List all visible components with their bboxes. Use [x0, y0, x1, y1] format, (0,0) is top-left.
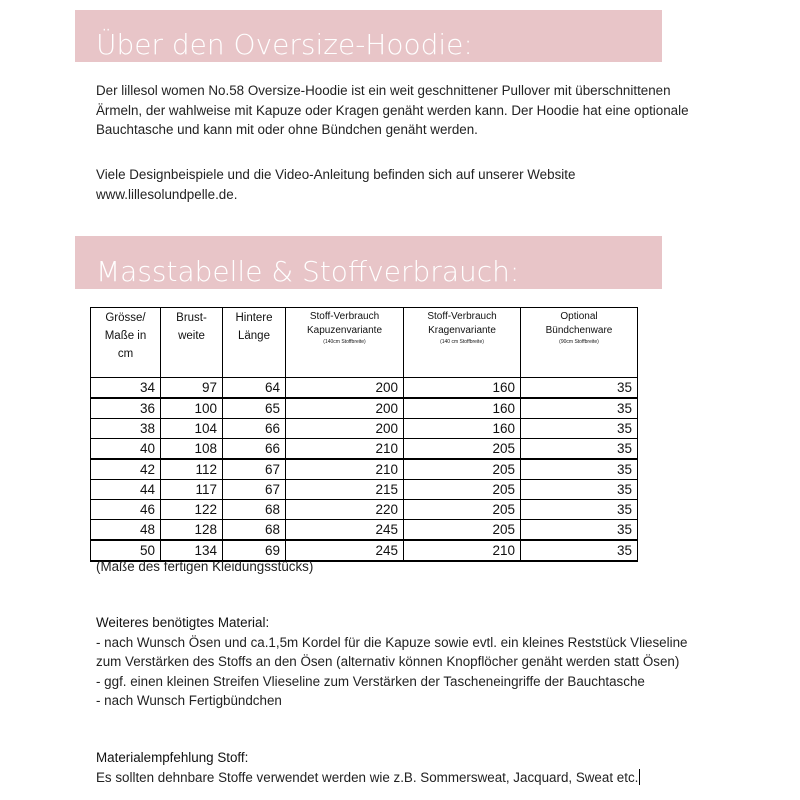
cell-size: 36 [91, 398, 161, 419]
cell-fabric-hood: 245 [286, 520, 404, 541]
intro-paragraph [96, 81, 689, 140]
cell-back-length: 68 [223, 500, 286, 520]
cell-back-length: 67 [223, 480, 286, 500]
header-fabric-collar [404, 308, 521, 378]
cell-fabric-collar: 205 [404, 439, 521, 460]
header-fabric-hood-note: (140cm Stoffbreite) [323, 339, 366, 345]
cell-size: 50 [91, 540, 161, 561]
cell-bust-width: 104 [161, 419, 223, 439]
cell-fabric-collar: 210 [404, 540, 521, 561]
table-row [91, 520, 638, 541]
header-cuff-fabric-line: Optional [560, 311, 598, 322]
fabric-heading: Materialempfehlung Stoff: [96, 750, 249, 765]
cell-fabric-collar: 160 [404, 398, 521, 419]
cell-fabric-hood: 220 [286, 500, 404, 520]
table-row [91, 439, 638, 460]
size-chart-heading: Masstabelle & Stoffverbrauch: [96, 255, 520, 288]
website-url: www.lillesolundpelle.de. [96, 186, 238, 202]
cell-bust-width: 134 [161, 540, 223, 561]
table-row [91, 500, 638, 520]
header-cuff-fabric-note: (90cm Stoffbreite) [559, 339, 599, 345]
cell-size: 46 [91, 500, 161, 520]
materials-heading: Weiteres benötigtes Material: [96, 615, 270, 630]
header-cuff-fabric-line: Bündchenware [545, 325, 613, 336]
cell-back-length: 67 [223, 459, 286, 480]
cell-size: 44 [91, 480, 161, 500]
header-size [91, 308, 161, 378]
cell-fabric-hood: 200 [286, 419, 404, 439]
cell-fabric-collar: 205 [404, 459, 521, 480]
header-size-line: cm [117, 348, 134, 360]
cell-cuff-fabric: 35 [521, 500, 638, 520]
cell-fabric-hood: 200 [286, 378, 404, 399]
intro-paragraph-line: Der lillesol women No.58 Oversize-Hoodie ist ein weit geschnittener Pullover mit überschnittenen [96, 83, 671, 98]
header-fabric-collar-note: (140 cm Stoffbreite) [440, 339, 484, 345]
cell-back-length: 64 [223, 378, 286, 399]
website-paragraph [96, 165, 575, 204]
cell-cuff-fabric: 35 [521, 540, 638, 561]
intro-paragraph-line: Bauchtasche und kann mit oder ohne Bündchen genäht werden. [96, 122, 478, 137]
intro-paragraph-line: Ärmeln, der wahlweise mit Kapuze oder Kragen genäht werden kann. Der Hoodie hat eine optionale [96, 102, 689, 118]
table-header-row [91, 308, 638, 378]
header-bust-width [161, 308, 223, 378]
header-size-line: Maße in [104, 330, 147, 342]
cell-bust-width: 108 [161, 439, 223, 460]
fabric-text: Es sollten dehnbare Stoffe verwendet werden wie z.B. Sommersweat, Jacquard, Sweat etc. [96, 769, 639, 785]
cell-fabric-hood: 215 [286, 480, 404, 500]
size-table [90, 307, 638, 562]
cell-fabric-collar: 205 [404, 500, 521, 520]
cell-bust-width: 117 [161, 480, 223, 500]
cell-cuff-fabric: 35 [521, 520, 638, 541]
cell-size: 48 [91, 520, 161, 541]
cell-size: 38 [91, 419, 161, 439]
header-fabric-collar-line: Kragenvariante [428, 325, 496, 336]
header-size-line: Grösse/ [105, 312, 146, 324]
cell-fabric-collar: 160 [404, 378, 521, 399]
cell-back-length: 66 [223, 439, 286, 460]
header-fabric-hood [286, 308, 404, 378]
table-footnote [96, 557, 313, 577]
cell-size: 34 [91, 378, 161, 399]
header-back-length-line: Länge [238, 330, 270, 342]
cell-fabric-collar: 205 [404, 480, 521, 500]
cell-fabric-hood: 200 [286, 398, 404, 419]
cell-bust-width: 112 [161, 459, 223, 480]
cell-fabric-collar: 160 [404, 419, 521, 439]
header-back-length-line: Hintere [235, 312, 273, 324]
header-cuff-fabric [521, 308, 638, 378]
fabric-line[interactable] [96, 768, 640, 788]
cell-cuff-fabric: 35 [521, 480, 638, 500]
cell-back-length: 69 [223, 540, 286, 561]
cell-bust-width: 128 [161, 520, 223, 541]
header-bust-width-line: Brust- [176, 312, 207, 324]
cell-bust-width: 122 [161, 500, 223, 520]
materials-section [96, 613, 687, 711]
fabric-section [96, 748, 640, 787]
cell-back-length: 65 [223, 398, 286, 419]
header-fabric-hood-line: Stoff-Verbrauch [309, 311, 380, 322]
size-chart-heading-banner [75, 236, 662, 289]
cell-fabric-hood: 210 [286, 459, 404, 480]
cell-cuff-fabric: 35 [521, 459, 638, 480]
table-row [91, 480, 638, 500]
header-back-length [223, 308, 286, 378]
header-fabric-collar-line: Stoff-Verbrauch [427, 311, 497, 322]
cell-cuff-fabric: 35 [521, 398, 638, 419]
cell-back-length: 68 [223, 520, 286, 541]
header-bust-width-line: weite [178, 330, 205, 342]
header-fabric-hood-line: Kapuzenvariante [306, 325, 383, 336]
cell-cuff-fabric: 35 [521, 439, 638, 460]
cell-bust-width: 97 [161, 378, 223, 399]
cell-size: 40 [91, 439, 161, 460]
text-cursor [639, 769, 640, 785]
table-row [91, 419, 638, 439]
cell-fabric-collar: 205 [404, 520, 521, 541]
materials-line: - nach Wunsch Fertigbündchen [96, 693, 282, 708]
cell-back-length: 66 [223, 419, 286, 439]
cell-fabric-hood: 210 [286, 439, 404, 460]
cell-cuff-fabric: 35 [521, 419, 638, 439]
table-row [91, 459, 638, 480]
materials-line: zum Verstärken des Stoffs an den Ösen (alternativ können Knopflöcher genäht werden statt Ösen) [96, 654, 680, 669]
table-row [91, 398, 638, 419]
cell-size: 42 [91, 459, 161, 480]
intro-heading: Über den Oversize-Hoodie: [96, 28, 473, 61]
materials-line: - nach Wunsch Ösen und ca.1,5m Kordel für die Kapuze sowie evtl. ein kleines Reststück Vlieseline [96, 634, 688, 650]
intro-heading-banner [75, 10, 662, 62]
website-paragraph-line: Viele Designbeispiele und die Video-Anleitung befinden sich auf unserer Website [96, 167, 576, 182]
cell-cuff-fabric: 35 [521, 378, 638, 399]
table-footnote-text: (Maße des fertigen Kleidungsstücks) [96, 559, 314, 574]
table-row [91, 378, 638, 399]
cell-fabric-hood: 245 [286, 540, 404, 561]
cell-bust-width: 100 [161, 398, 223, 419]
materials-line: - ggf. einen kleinen Streifen Vlieseline zum Verstärken der Tascheneingriffe der Bauchtasche [96, 673, 645, 689]
